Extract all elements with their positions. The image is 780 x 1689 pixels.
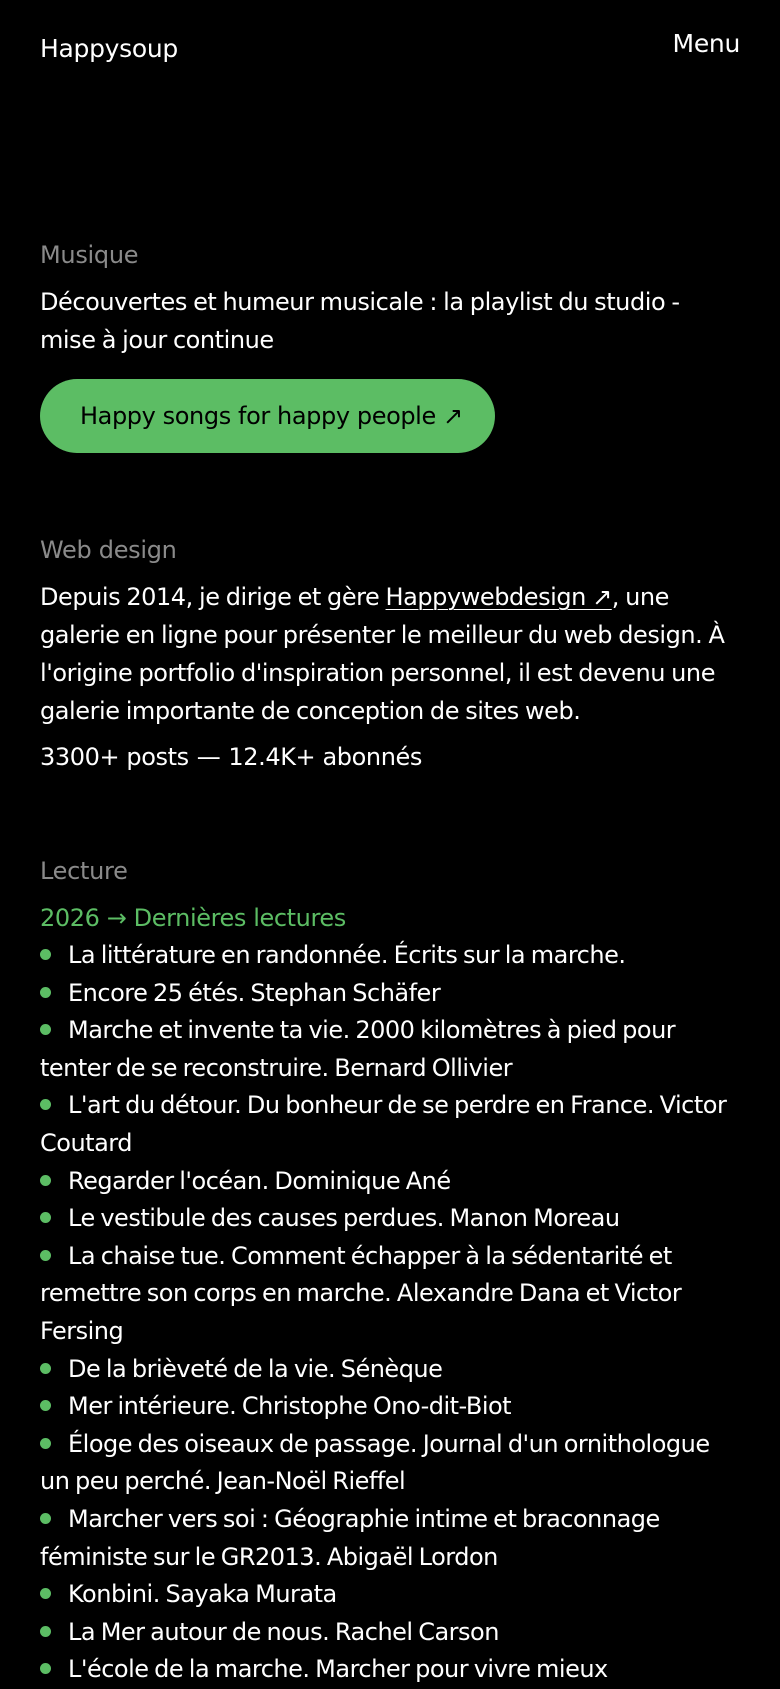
book-item [40,1351,740,1389]
web-desc-intro: Depuis 2014, je dirige et gère [40,583,386,611]
web-design-section [40,531,740,776]
reading-section [40,852,740,1689]
bullet-icon [40,1626,51,1637]
book-title: Regarder l'océan. Dominique Ané [68,1166,451,1195]
web-design-description [40,578,740,730]
web-design-label: Web design [40,536,177,564]
book-title: De la brièveté de la vie. Sénèque [68,1354,443,1383]
bullet-icon [40,949,51,960]
playlist-button[interactable]: Happy songs for happy people ↗ [40,379,495,453]
book-title: La littérature en randonnée. Écrits sur la marche. [68,941,626,969]
bullet-icon [40,1663,51,1674]
book-item [40,1238,740,1351]
book-title: L'école de la marche. Marcher pour vivre mieux [68,1655,608,1684]
web-stats [40,738,740,776]
music-description: Découvertes et humeur musicale : la playlist du studio - mise à jour continue [40,288,680,354]
book-title: Mer intérieure. Christophe Ono-dit-Biot [68,1392,512,1421]
reading-label: Lecture [40,857,128,885]
bullet-icon [40,987,51,998]
bullet-icon [40,1175,51,1186]
book-item [40,975,740,1013]
book-title: Konbini. Sayaka Murata [68,1580,337,1609]
book-item [40,1200,740,1238]
book-item [40,1501,740,1576]
book-title: Marcher vers soi : Géographie intime et braconnage féministe sur le GR2013. Abigaël Lordon [40,1504,660,1571]
music-label: Musique [40,241,139,269]
book-title: L'art du détour. Du bonheur de se perdre en France. Victor Coutard [40,1091,727,1157]
bullet-icon [40,1250,51,1261]
web-desc-rest: , une galerie en ligne pour présenter le meilleur du web design. À l'origine portfolio d'inspiration personnel, il est devenu une galerie importante de conception de sites web. [40,583,725,725]
main-content [40,236,740,1689]
bullet-icon [40,1099,51,1110]
book-title: Le vestibule des causes perdues. Manon Moreau [68,1204,620,1233]
book-title: Marche et invente ta vie. 2000 kilomètres à pied pour tenter de se reconstruire. Bernard Ollivier [40,1016,676,1082]
book-item [40,1426,740,1501]
book-item [40,1087,740,1162]
bullet-icon [40,1363,51,1374]
stats-separator: — [196,743,221,771]
bullet-icon [40,1588,51,1599]
book-title: Éloge des oiseaux de passage. Journal d'un ornithologue un peu perché. Jean-Noël Rieffel [40,1429,710,1496]
bullet-icon [40,1438,51,1449]
book-item [40,1388,740,1426]
bullet-icon [40,1513,51,1524]
book-title: La Mer autour de nous. Rachel Carson [68,1617,499,1646]
menu-button[interactable]: Menu [673,26,740,62]
book-item [40,1614,740,1652]
book-item [40,1163,740,1201]
followers-count: 12.4K+ abonnés [228,743,423,771]
posts-count: 3300+ posts [40,743,189,771]
bullet-icon [40,1212,51,1223]
bullet-icon [40,1400,51,1411]
book-item [40,937,740,975]
music-section [40,236,740,453]
book-title: Encore 25 étés. Stephan Schäfer [68,978,441,1007]
bullet-icon [40,1024,51,1035]
book-item [40,1012,740,1087]
book-item [40,1651,740,1689]
site-header [40,26,740,66]
reading-heading: 2026 → Dernières lectures [40,904,346,932]
book-item [40,1576,740,1614]
book-list [40,937,740,1689]
brand-logo-link[interactable]: Happysoup [40,34,178,63]
happywebdesign-link[interactable]: Happywebdesign ↗ [385,583,612,611]
book-title: La chaise tue. Comment échapper à la sédentarité et remettre son corps en marche. Alexandre Dana et Victor Fersing [40,1241,682,1345]
